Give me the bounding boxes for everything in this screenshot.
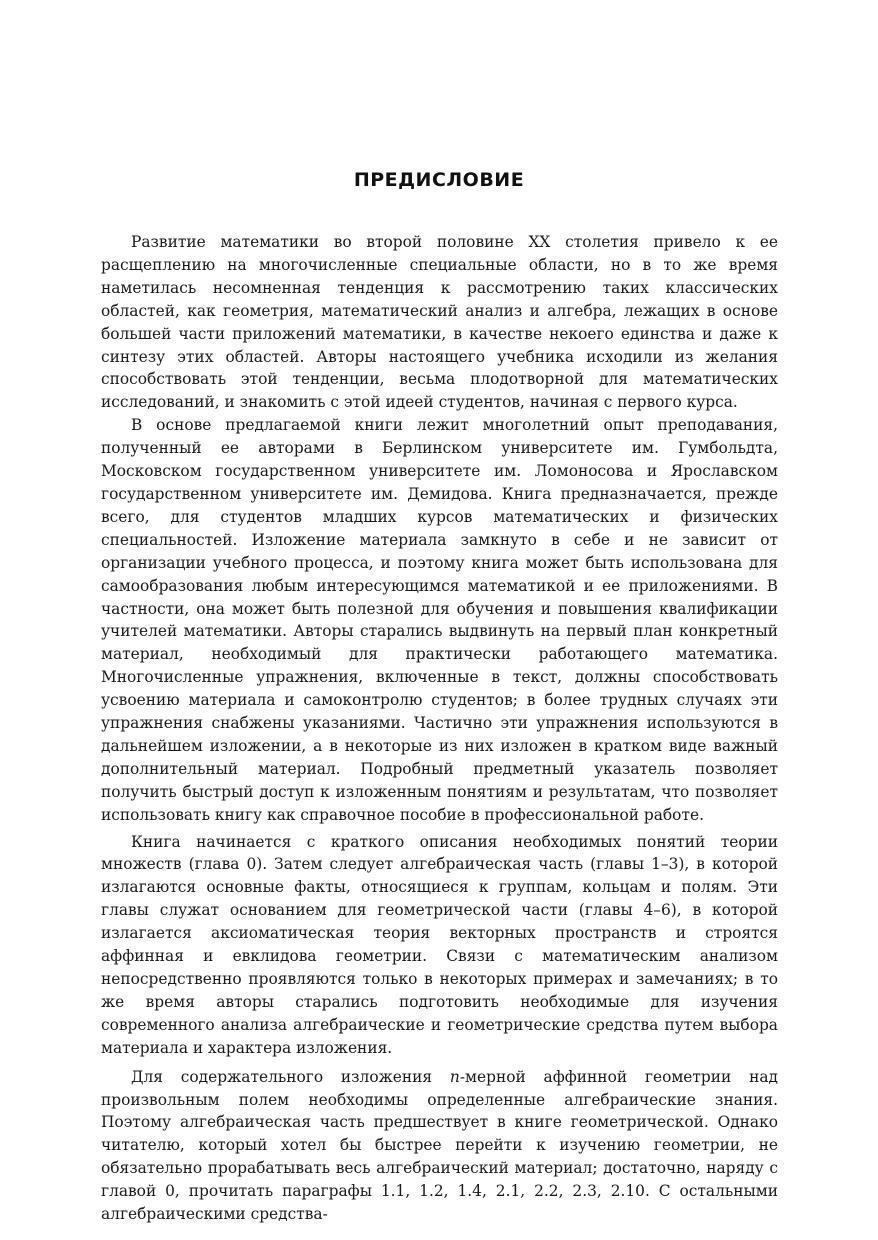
- paragraph-4: [101, 1066, 778, 1226]
- math-variable-n: n: [449, 1067, 460, 1086]
- preface-body: [101, 231, 778, 1226]
- page-title: ПРЕДИСЛОВИЕ: [353, 169, 525, 191]
- paragraph-4-start: Для содержательного изложения: [131, 1067, 450, 1086]
- paragraph-3: Книга начинается с краткого описания необходимых понятий теории множеств (глава 0). Затем следует алгебраическая часть (главы 1–3), в которой излагаются основные факты, относящиеся к группам, кольцам и полям. Эти главы служат основанием для геометрической части (главы 4–6), в которой излагается аксиоматическая теория векторных пространств и строятся аффинная и евклидова геометрии. Связи с математическим анализом непосредственно проявляются только в некоторых примерах и замечаниях; в то же время авторы старались подготовить необходимые для изучения современного анализа алгебраические и геометрические средства путем выбора материала и характера изложения.: [101, 832, 778, 1057]
- paragraph-4-rest: -мерной аффинной геометрии над произвольным полем необходимы определенные алгебраические знания. Поэтому алгебраическая часть предшествует в книге геометрической. Однако читателю, который хотел бы быстрее перейти к изучению геометрии, не обязательно прорабатывать весь алгебраический материал; достаточно, наряду с главой 0, прочитать параграфы 1.1, 1.2, 1.4, 2.1, 2.2, 2.3, 2.10. С остальными алгебраическими средства-: [101, 1067, 779, 1224]
- paragraph-1: Развитие математики во второй половине XX столетия привело к ее расщеплению на многочисленные специальные области, но в то же время наметилась несомненная тенденция к рассмотрению таких классических областей, как геометрия, математический анализ и алгебра, лежащих в основе большей части приложений математики, в качестве некоего единства и даже к синтезу этих областей. Авторы настоящего учебника исходили из желания способствовать этой тенденции, весьма плодотворной для математических исследований, и знакомить с этой идеей студентов, начиная с первого курса.: [101, 233, 778, 412]
- paragraph-2: В основе предлагаемой книги лежит многолетний опыт преподавания, полученный ее авторами в Берлинском университете им. Гумбольдта, Московском государственном университете им. Ломоносова и Ярославском государственном университете им. Демидова. Книга предназначается, прежде всего, для студентов младших курсов математических и физических специальностей. Изложение материала замкнуто в себе и не зависит от организации учебного процесса, и поэтому книга может быть использована для самообразования любым интересующимся математикой и ее приложениями. В частности, она может быть полезной для обучения и повышения квалификации учителей математики. Авторы старались выдвинуть на первый план конкретный материал, необходимый для практически работающего математика. Многочисленные упражнения, включенные в текст, должны способствовать усвоению материала и самоконтролю студентов; в более трудных случаях эти упражнения снабжены указаниями. Частично эти упражнения используются в дальнейшем изложении, а в некоторые из них изложен в кратком виде важный дополнительный материал. Подробный предметный указатель позволяет получить быстрый доступ к изложенным понятиям и результатам, что позволяет использовать книгу как справочное пособие в профессиональной работе.: [101, 416, 778, 824]
